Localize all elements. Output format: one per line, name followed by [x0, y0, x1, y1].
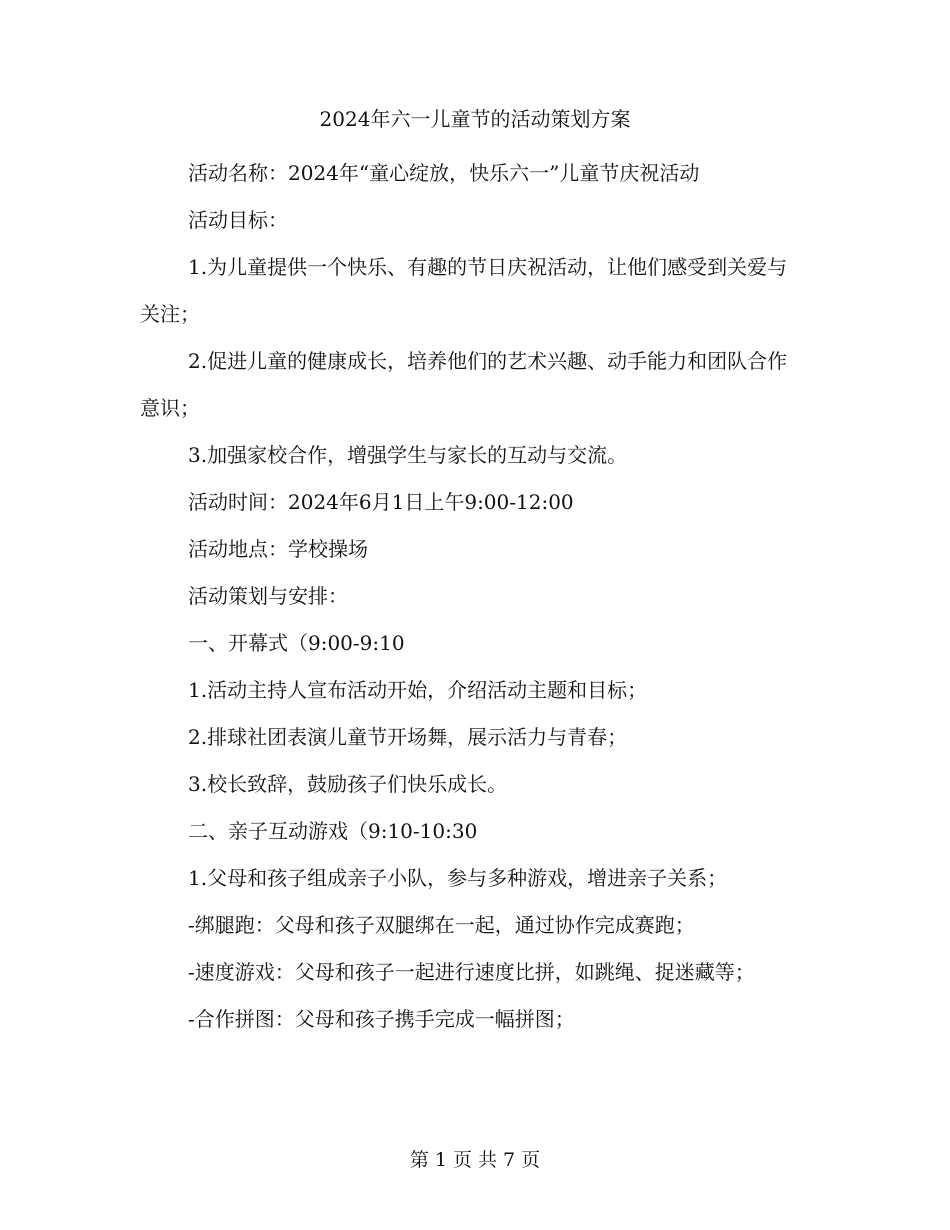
paragraph-goal-1: 1.为儿童提供一个快乐、有趣的节日庆祝活动，让他们感受到关爱与关注； [140, 255, 788, 326]
list-item: 1.活动主持人宣布活动开始，介绍活动主题和目标； [188, 678, 648, 702]
page-number-footer: 第 1 页 共 7 页 [409, 1149, 541, 1171]
list-item: -合作拼图：父母和孩子携手完成一幅拼图； [188, 1007, 575, 1031]
list-item: 3.校长致辞，鼓励孩子们快乐成长。 [188, 772, 508, 796]
section-heading-opening: 一、开幕式（9:00-9:10 [188, 631, 405, 655]
list-item: -绑腿跑：父母和孩子双腿绑在一起，通过协作完成赛跑； [188, 913, 695, 937]
paragraph-location: 活动地点：学校操场 [188, 537, 368, 561]
list-item: 1.父母和孩子组成亲子小队，参与多种游戏，增进亲子关系； [188, 866, 728, 890]
paragraph-goal-2: 2.促进儿童的健康成长，培养他们的艺术兴趣、动手能力和团队合作意识； [140, 349, 788, 420]
paragraph-plan-heading: 活动策划与安排： [188, 584, 348, 608]
document-title: 2024年六一儿童节的活动策划方案 [319, 107, 631, 131]
paragraph-activity-name: 活动名称：2024年“童心绽放，快乐六一”儿童节庆祝活动 [188, 161, 700, 185]
list-item: 2.排球社团表演儿童节开场舞，展示活力与青春； [188, 725, 628, 749]
paragraph-goals-heading: 活动目标： [188, 208, 288, 232]
paragraph-goal-3: 3.加强家校合作，增强学生与家长的互动与交流。 [188, 443, 628, 467]
paragraph-time: 活动时间：2024年6月1日上午9:00-12:00 [188, 490, 574, 514]
section-heading-games: 二、亲子互动游戏（9:10-10:30 [188, 819, 478, 843]
list-item: -速度游戏：父母和孩子一起进行速度比拼，如跳绳、捉迷藏等； [188, 960, 755, 984]
document-body [140, 150, 800, 1043]
